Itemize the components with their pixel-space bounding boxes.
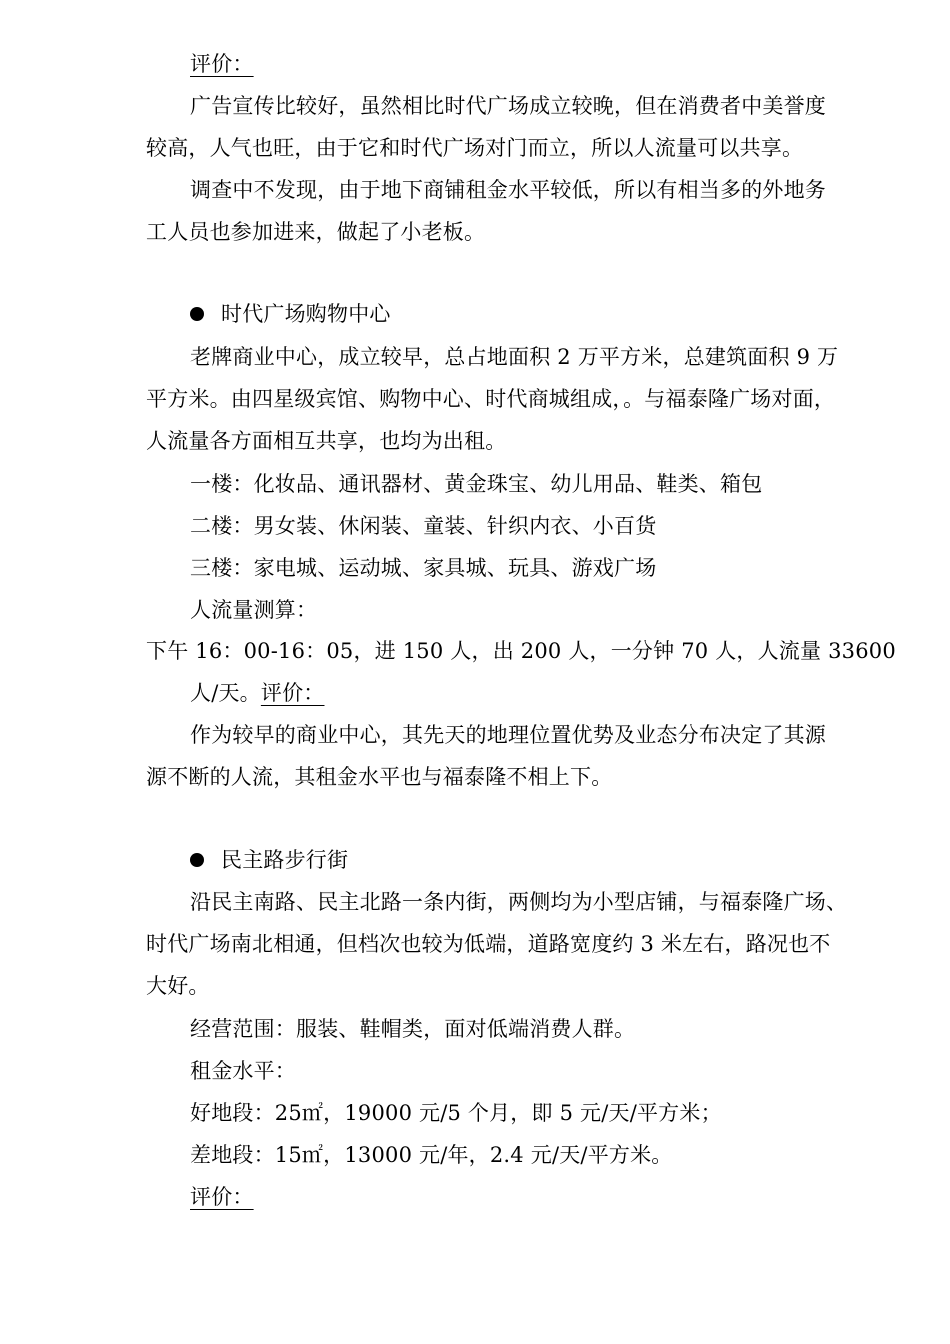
section-heading [190,846,348,874]
eval-label: 评价： [260,681,325,705]
eval-label: 评价： [190,52,254,76]
traffic-unit: 人/天。 [190,681,261,705]
paragraph-line: 沿民主南路、民主北路一条内街，两侧均为小型店铺，与福泰隆广场、 [190,890,848,914]
floor-item: 三楼：家电城、运动城、家具城、玩具、游戏广场 [190,556,657,580]
rent-bad-location: 差地段：15㎡，13000 元/年，2.4 元/天/平方米。 [190,1143,673,1167]
paragraph-line: 工人员也参加进来，做起了小老板。 [146,220,486,244]
traffic-line: 下午 16：00-16：05，进 150 人，出 200 人，一分钟 70 人，人流量 33600 [146,639,896,663]
paragraph-line: 大好。 [146,974,210,998]
bullet-icon [190,307,204,321]
business-scope: 经营范围：服装、鞋帽类，面对低端消费人群。 [190,1017,636,1041]
section-heading-text: 民主路步行街 [221,848,349,872]
paragraph-line: 作为较早的商业中心，其先天的地理位置优势及业态分布决定了其源 [190,723,826,747]
floor-item: 二楼：男女装、休闲装、童装、针织内衣、小百货 [190,514,657,538]
paragraph-line: 较高，人气也旺，由于它和时代广场对门而立，所以人流量可以共享。 [146,136,804,160]
paragraph-line: 调查中不发现，由于地下商铺租金水平较低，所以有相当多的外地务 [190,178,826,202]
traffic-label: 人流量测算： [190,598,318,622]
paragraph-line: 广告宣传比较好，虽然相比时代广场成立较晚，但在消费者中美誉度 [190,94,826,118]
floor-item: 一楼：化妆品、通讯器材、黄金珠宝、幼儿用品、鞋类、箱包 [190,472,763,496]
rent-label: 租金水平： [190,1059,296,1083]
section-heading-text: 时代广场购物中心 [221,302,391,326]
paragraph-line: 源不断的人流，其租金水平也与福泰隆不相上下。 [146,765,613,789]
paragraph-line: 平方米。由四星级宾馆、购物中心、时代商城组成，。与福泰隆广场对面， [146,387,836,411]
eval-label: 评价： [190,1185,254,1209]
bullet-icon [190,853,204,867]
paragraph-line: 人流量各方面相互共享，也均为出租。 [146,429,507,453]
paragraph-line: 时代广场南北相通，但档次也较为低端，道路宽度约 3 米左右，路况也不 [146,932,831,956]
section-heading [190,300,391,328]
rent-good-location: 好地段：25㎡，19000 元/5 个月，即 5 元/天/平方米； [190,1101,722,1125]
paragraph-line: 老牌商业中心，成立较早，总占地面积 2 万平方米，总建筑面积 9 万 [190,345,839,369]
traffic-unit-line [190,679,324,707]
